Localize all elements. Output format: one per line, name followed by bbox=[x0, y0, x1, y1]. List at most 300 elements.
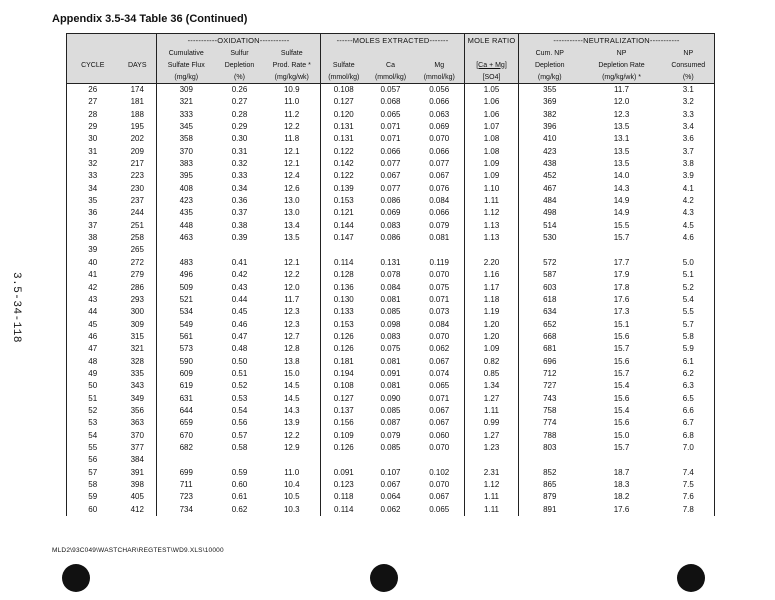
table-cell: 15.0 bbox=[613, 430, 630, 440]
table-cell: 11.0 bbox=[284, 467, 300, 477]
table-cell: 0.078 bbox=[380, 270, 401, 280]
table-cell: 5.8 bbox=[663, 331, 715, 343]
table-row bbox=[67, 479, 715, 491]
table-cell: 3.1 bbox=[663, 84, 715, 97]
table-cell: 3.4 bbox=[663, 121, 715, 133]
table-cell: 12.1 bbox=[283, 257, 300, 267]
table-cell: 448 bbox=[157, 220, 216, 232]
table-cell: 11.7 bbox=[284, 294, 300, 304]
table-cell: 652 bbox=[519, 319, 581, 331]
table-cell: 0.086 bbox=[380, 233, 401, 243]
table-cell: 52 bbox=[67, 405, 119, 417]
table-cell: 405 bbox=[130, 492, 144, 502]
table-cell: 7.4 bbox=[663, 467, 715, 479]
table-cell: 13.0 bbox=[283, 208, 300, 218]
table-cell: 12.4 bbox=[283, 171, 300, 181]
table-cell: 17.3 bbox=[613, 307, 630, 317]
table-cell: 1.23 bbox=[465, 442, 519, 454]
table-cell: 0.084 bbox=[429, 196, 450, 206]
table-row bbox=[67, 306, 715, 318]
table-cell: 0.065 bbox=[380, 109, 401, 119]
table-cell: 370 bbox=[130, 430, 144, 440]
table-cell: 12.3 bbox=[283, 307, 300, 317]
table-cell: 668 bbox=[519, 331, 581, 343]
table-row bbox=[67, 96, 715, 108]
table-cell: 0.077 bbox=[380, 159, 401, 169]
table-cell: 328 bbox=[130, 356, 144, 366]
table-cell: 10.9 bbox=[283, 85, 300, 94]
table-cell: 369 bbox=[519, 96, 581, 108]
table-cell: 0.41 bbox=[231, 257, 248, 267]
table-cell: 58 bbox=[67, 479, 119, 491]
table-cell: 463 bbox=[157, 232, 216, 244]
table-row bbox=[67, 183, 715, 195]
table-cell: 412 bbox=[130, 504, 144, 514]
table-cell: 12.7 bbox=[283, 331, 300, 341]
col-header-mg: Mg bbox=[415, 59, 465, 71]
table-cell: 265 bbox=[130, 245, 144, 255]
table-cell: 45 bbox=[67, 319, 119, 331]
table-cell: 383 bbox=[157, 158, 216, 170]
table-cell: 1.08 bbox=[465, 146, 519, 158]
table-cell: 12.8 bbox=[283, 344, 300, 354]
table-cell: 174 bbox=[130, 85, 144, 94]
table-cell: 17.7 bbox=[613, 257, 630, 267]
table-cell: 0.127 bbox=[321, 393, 367, 405]
table-cell: 0.067 bbox=[429, 356, 450, 366]
table-cell: 0.070 bbox=[429, 480, 450, 489]
table-cell: 0.133 bbox=[321, 306, 367, 318]
table-cell: 47 bbox=[67, 343, 119, 355]
table-cell: 1.08 bbox=[465, 133, 519, 145]
table-cell: 0.067 bbox=[429, 492, 450, 502]
table-cell: 0.076 bbox=[429, 183, 450, 193]
table-cell: 6.2 bbox=[663, 368, 715, 380]
table-cell: 11.8 bbox=[284, 134, 300, 144]
table-cell: 1.11 bbox=[465, 195, 519, 207]
table-cell: 15.7 bbox=[613, 233, 630, 243]
table-cell: 634 bbox=[519, 306, 581, 318]
table-cell: 39 bbox=[67, 244, 119, 256]
table-cell: 50 bbox=[67, 380, 119, 392]
table-cell bbox=[581, 454, 663, 466]
table-cell: 0.073 bbox=[429, 307, 450, 317]
table-cell: 534 bbox=[157, 306, 216, 318]
table-cell: 0.123 bbox=[321, 479, 367, 491]
col-header-ca: Ca bbox=[367, 59, 415, 71]
table-cell: 230 bbox=[130, 183, 144, 193]
table-cell: 1.06 bbox=[465, 109, 519, 121]
table-row bbox=[67, 504, 715, 516]
table-cell: 0.121 bbox=[321, 207, 367, 219]
table-cell: 0.102 bbox=[429, 467, 450, 477]
table-cell: 5.2 bbox=[663, 282, 715, 294]
table-cell: 0.084 bbox=[429, 319, 450, 329]
table-cell: 681 bbox=[519, 343, 581, 355]
table-cell: 0.137 bbox=[321, 405, 367, 417]
table-cell: 0.079 bbox=[429, 220, 450, 230]
table-cell: 1.11 bbox=[465, 491, 519, 503]
table-cell: 712 bbox=[519, 368, 581, 380]
table-row bbox=[67, 467, 715, 479]
table-cell: 244 bbox=[130, 208, 144, 218]
table-cell: 549 bbox=[157, 319, 216, 331]
table-cell: 5.0 bbox=[663, 257, 715, 269]
table-cell: 12.0 bbox=[613, 97, 630, 107]
table-cell: 15.0 bbox=[283, 368, 300, 378]
table-cell: 56 bbox=[67, 454, 119, 466]
table-cell: 15.6 bbox=[613, 356, 630, 366]
table-cell: 0.128 bbox=[321, 269, 367, 281]
table-cell: 33 bbox=[67, 170, 119, 182]
table-cell: 0.066 bbox=[380, 146, 401, 156]
table-cell: 0.067 bbox=[429, 171, 450, 181]
table-cell: 408 bbox=[157, 183, 216, 195]
table-cell: 530 bbox=[519, 232, 581, 244]
table-cell: 509 bbox=[157, 282, 216, 294]
table-cell: 0.45 bbox=[231, 307, 248, 317]
table-cell: 293 bbox=[130, 294, 144, 304]
table-cell: 0.120 bbox=[321, 109, 367, 121]
table-cell: 12.2 bbox=[283, 122, 300, 132]
table-cell: 0.063 bbox=[429, 109, 450, 119]
table-cell: 370 bbox=[157, 146, 216, 158]
table-cell: 7.8 bbox=[663, 504, 715, 516]
table-cell: 696 bbox=[519, 356, 581, 368]
table-cell: 188 bbox=[130, 109, 144, 119]
table-row bbox=[67, 109, 715, 121]
table-cell: 0.28 bbox=[231, 109, 248, 119]
table-cell bbox=[415, 244, 465, 256]
table-cell: 0.127 bbox=[321, 96, 367, 108]
table-cell: 345 bbox=[157, 121, 216, 133]
table-cell: 12.0 bbox=[283, 282, 300, 292]
side-page-number: 3.5-34-118 bbox=[10, 272, 22, 344]
table-cell: 514 bbox=[519, 220, 581, 232]
table-cell: 0.29 bbox=[231, 122, 248, 132]
binder-hole-left bbox=[62, 564, 90, 592]
table-cell: 60 bbox=[67, 504, 119, 516]
table-cell: 435 bbox=[157, 207, 216, 219]
table-cell: 10.5 bbox=[283, 492, 300, 502]
table-cell: 0.114 bbox=[321, 504, 367, 516]
table-cell: 0.37 bbox=[231, 208, 248, 218]
table-cell: 0.066 bbox=[429, 97, 450, 107]
table-cell: 1.09 bbox=[465, 170, 519, 182]
table-row bbox=[67, 269, 715, 281]
table-cell: 12.6 bbox=[283, 183, 300, 193]
table-cell: 0.098 bbox=[380, 319, 401, 329]
table-row bbox=[67, 158, 715, 170]
table-cell: 15.6 bbox=[613, 331, 630, 341]
table-cell: 618 bbox=[519, 294, 581, 306]
col-header-cycle: CYCLE bbox=[67, 59, 119, 71]
table-cell: 0.194 bbox=[321, 368, 367, 380]
table-cell: 315 bbox=[130, 331, 144, 341]
table-cell: 0.064 bbox=[380, 492, 401, 502]
table-row bbox=[67, 356, 715, 368]
table-cell: 12.1 bbox=[283, 146, 300, 156]
table-cell: 14.0 bbox=[613, 171, 630, 181]
table-cell: 3.7 bbox=[663, 146, 715, 158]
table-cell: 18.3 bbox=[613, 480, 630, 489]
table-cell: 0.62 bbox=[231, 504, 248, 514]
table-row bbox=[67, 393, 715, 405]
table-cell: 15.5 bbox=[613, 220, 630, 230]
table-cell: 0.31 bbox=[231, 146, 248, 156]
table-cell: 11.0 bbox=[284, 97, 300, 107]
table-cell: 0.39 bbox=[231, 233, 248, 243]
table-cell: 6.7 bbox=[663, 417, 715, 429]
file-path-footer: MLD2\93C049\WASTCHAR\REGTEST\WD9.XLS\10000 bbox=[52, 547, 224, 554]
table-cell: 0.070 bbox=[429, 331, 450, 341]
mole-ratio-group-header: MOLE RATIO bbox=[465, 34, 519, 48]
table-cell: 603 bbox=[519, 282, 581, 294]
table-header: -----------OXIDATION----------- ------MOLES EXTRACTED------- MOLE RATIO -----------NEUTRALIZATION----------- Cumulative Sulfur Sulfate Cum. NP NP NP CYCLE DAYS Sulfate Flux Depletion Prod. Rate * Sulfate Ca Mg [Ca + Mg] Depletion Depletion Rate Consumed (mg/kg) (%) (mg/kg/wk) (mmol/kg) (mmol/kg) (mmol/kg) [SO4] (mg/kg) (mg/kg/wk) * (%) bbox=[67, 34, 715, 84]
table-cell: 0.067 bbox=[429, 418, 450, 428]
table-cell: 743 bbox=[519, 393, 581, 405]
table-cell: 1.11 bbox=[465, 504, 519, 516]
table-cell: 356 bbox=[130, 405, 144, 415]
table-cell: 0.065 bbox=[429, 381, 450, 391]
table-cell bbox=[415, 454, 465, 466]
table-cell: 6.1 bbox=[663, 356, 715, 368]
table-cell bbox=[321, 454, 367, 466]
table-cell: 4.1 bbox=[663, 183, 715, 195]
table-cell: 0.085 bbox=[380, 442, 401, 452]
table-cell: 573 bbox=[157, 343, 216, 355]
table-cell: 36 bbox=[67, 207, 119, 219]
table-cell: 1.12 bbox=[465, 479, 519, 491]
table-body bbox=[67, 84, 715, 517]
table-row bbox=[67, 417, 715, 429]
table-cell: 659 bbox=[157, 417, 216, 429]
table-cell: 0.057 bbox=[380, 85, 401, 94]
table-cell: 0.067 bbox=[380, 171, 401, 181]
table-cell: 0.57 bbox=[231, 430, 248, 440]
table-cell: 3.6 bbox=[663, 133, 715, 145]
table-cell: 0.53 bbox=[231, 393, 248, 403]
table-row bbox=[67, 207, 715, 219]
table-cell: 6.8 bbox=[663, 430, 715, 442]
table-cell: 1.13 bbox=[465, 232, 519, 244]
table-cell: 0.46 bbox=[231, 319, 248, 329]
table-cell: 852 bbox=[519, 467, 581, 479]
table-cell: 28 bbox=[67, 109, 119, 121]
table-cell: 15.4 bbox=[613, 405, 630, 415]
table-cell: 12.3 bbox=[283, 319, 300, 329]
table-row bbox=[67, 121, 715, 133]
table-cell bbox=[519, 454, 581, 466]
table-cell: 0.122 bbox=[321, 146, 367, 158]
table-cell bbox=[321, 244, 367, 256]
table-cell: 31 bbox=[67, 146, 119, 158]
table-row bbox=[67, 368, 715, 380]
neutralization-group-header: -----------NEUTRALIZATION----------- bbox=[519, 34, 715, 48]
table-cell: 396 bbox=[519, 121, 581, 133]
table-cell: 0.60 bbox=[231, 480, 248, 489]
table-cell: 37 bbox=[67, 220, 119, 232]
table-cell: 0.119 bbox=[429, 257, 449, 267]
table-cell: 57 bbox=[67, 467, 119, 479]
table-cell: 13.5 bbox=[613, 159, 630, 169]
table-cell: 0.118 bbox=[321, 491, 367, 503]
table-cell: 0.156 bbox=[321, 417, 367, 429]
table-cell: 0.071 bbox=[380, 134, 401, 144]
table-cell: 14.9 bbox=[613, 208, 630, 218]
table-cell: 11.2 bbox=[284, 109, 300, 119]
table-cell: 0.153 bbox=[321, 195, 367, 207]
table-cell: 398 bbox=[130, 480, 144, 489]
table-row bbox=[67, 294, 715, 306]
table-cell: 1.09 bbox=[465, 158, 519, 170]
table-cell: 384 bbox=[130, 455, 144, 465]
table-row bbox=[67, 430, 715, 442]
table-cell bbox=[264, 454, 321, 466]
table-cell: 6.6 bbox=[663, 405, 715, 417]
table-cell: 609 bbox=[157, 368, 216, 380]
table-cell: 53 bbox=[67, 417, 119, 429]
table-cell: 0.081 bbox=[380, 356, 401, 366]
table-cell: 300 bbox=[130, 307, 144, 317]
table-cell: 496 bbox=[157, 269, 216, 281]
table-cell: 279 bbox=[130, 270, 144, 280]
table-cell: 0.091 bbox=[380, 368, 401, 378]
table-cell: 0.060 bbox=[429, 430, 450, 440]
table-row bbox=[67, 84, 715, 97]
table-cell bbox=[581, 244, 663, 256]
table-cell: 644 bbox=[157, 405, 216, 417]
table-cell: 1.11 bbox=[465, 405, 519, 417]
table-row bbox=[67, 343, 715, 355]
table-cell: 734 bbox=[157, 504, 216, 516]
table-row bbox=[67, 331, 715, 343]
table-cell bbox=[367, 454, 415, 466]
table-cell: 0.071 bbox=[429, 393, 450, 403]
table-cell: 0.30 bbox=[231, 134, 248, 144]
table-cell: 0.070 bbox=[429, 442, 450, 452]
table-cell: 202 bbox=[130, 134, 144, 144]
table-cell: 1.34 bbox=[465, 380, 519, 392]
table-cell: 467 bbox=[519, 183, 581, 195]
table-cell: 0.081 bbox=[380, 381, 401, 391]
table-cell: 6.5 bbox=[663, 393, 715, 405]
table-row bbox=[67, 133, 715, 145]
col-header-sulfate-prod: Sulfate bbox=[264, 47, 321, 59]
table-cell: 1.07 bbox=[465, 121, 519, 133]
table-cell: 572 bbox=[519, 257, 581, 269]
table-cell: 7.6 bbox=[663, 491, 715, 503]
table-cell: 13.0 bbox=[283, 196, 300, 206]
table-cell: 1.06 bbox=[465, 96, 519, 108]
table-cell: 0.068 bbox=[380, 97, 401, 107]
table-cell: 2.20 bbox=[465, 257, 519, 269]
col-header-np-depletion: NP bbox=[581, 47, 663, 59]
table-cell: 0.36 bbox=[231, 196, 248, 206]
table-cell: 0.144 bbox=[321, 220, 367, 232]
table-cell: 18.2 bbox=[613, 492, 630, 502]
table-cell: 27 bbox=[67, 96, 119, 108]
table-cell: 3.8 bbox=[663, 158, 715, 170]
table-cell: 0.47 bbox=[231, 331, 248, 341]
table-cell: 195 bbox=[130, 122, 144, 132]
table-cell: 0.126 bbox=[321, 331, 367, 343]
table-cell bbox=[216, 244, 264, 256]
table-cell: 0.32 bbox=[231, 159, 248, 169]
table-row bbox=[67, 195, 715, 207]
table-cell: 0.091 bbox=[321, 467, 367, 479]
table-cell: 0.075 bbox=[380, 344, 401, 354]
table-cell: 3.9 bbox=[663, 170, 715, 182]
table-cell: 1.17 bbox=[465, 282, 519, 294]
table-cell: 51 bbox=[67, 393, 119, 405]
table-cell: 423 bbox=[157, 195, 216, 207]
table-cell: 41 bbox=[67, 269, 119, 281]
table-cell: 0.067 bbox=[380, 480, 401, 489]
table-cell: 0.56 bbox=[231, 418, 248, 428]
table-cell: 803 bbox=[519, 442, 581, 454]
table-cell: 29 bbox=[67, 121, 119, 133]
table-cell: 0.085 bbox=[380, 405, 401, 415]
table-cell: 0.075 bbox=[429, 282, 450, 292]
table-cell bbox=[367, 244, 415, 256]
table-cell: 15.6 bbox=[613, 418, 630, 428]
col-header-ratio: [Ca + Mg] bbox=[465, 59, 519, 71]
table-cell: 0.067 bbox=[429, 405, 450, 415]
table-row bbox=[67, 380, 715, 392]
table-cell: 1.10 bbox=[465, 183, 519, 195]
table-cell: 395 bbox=[157, 170, 216, 182]
table-cell: 38 bbox=[67, 232, 119, 244]
table-cell: 727 bbox=[519, 380, 581, 392]
table-cell: 321 bbox=[130, 344, 144, 354]
table-cell: 13.9 bbox=[283, 418, 300, 428]
table-cell: 363 bbox=[130, 418, 144, 428]
table-cell: 521 bbox=[157, 294, 216, 306]
table-cell bbox=[465, 244, 519, 256]
table-cell bbox=[465, 454, 519, 466]
table-cell: 619 bbox=[157, 380, 216, 392]
table-cell: 0.44 bbox=[231, 294, 248, 304]
table-cell: 48 bbox=[67, 356, 119, 368]
table-cell: 13.4 bbox=[283, 220, 300, 230]
table-cell: 0.086 bbox=[380, 196, 401, 206]
table-cell: 452 bbox=[519, 170, 581, 182]
data-table bbox=[66, 33, 715, 516]
table-cell: 335 bbox=[130, 368, 144, 378]
col-header-cum-np: Cum. NP bbox=[519, 47, 581, 59]
moles-group-header: ------MOLES EXTRACTED------- bbox=[321, 34, 465, 48]
table-row bbox=[67, 170, 715, 182]
table-cell: 59 bbox=[67, 491, 119, 503]
table-cell: 0.071 bbox=[380, 122, 401, 132]
table-cell: 0.34 bbox=[231, 183, 248, 193]
table-cell: 223 bbox=[130, 171, 144, 181]
table-cell: 377 bbox=[130, 442, 144, 452]
table-cell: 7.5 bbox=[663, 479, 715, 491]
table-cell: 0.081 bbox=[429, 233, 450, 243]
table-cell: 40 bbox=[67, 257, 119, 269]
table-cell: 891 bbox=[519, 504, 581, 516]
table-cell: 209 bbox=[130, 146, 144, 156]
table-cell: 6.3 bbox=[663, 380, 715, 392]
table-cell: 0.070 bbox=[429, 270, 450, 280]
table-cell: 5.1 bbox=[663, 269, 715, 281]
table-cell: 343 bbox=[130, 381, 144, 391]
table-cell: 15.1 bbox=[613, 319, 630, 329]
table-cell: 0.070 bbox=[429, 134, 450, 144]
table-cell: 391 bbox=[130, 467, 144, 477]
